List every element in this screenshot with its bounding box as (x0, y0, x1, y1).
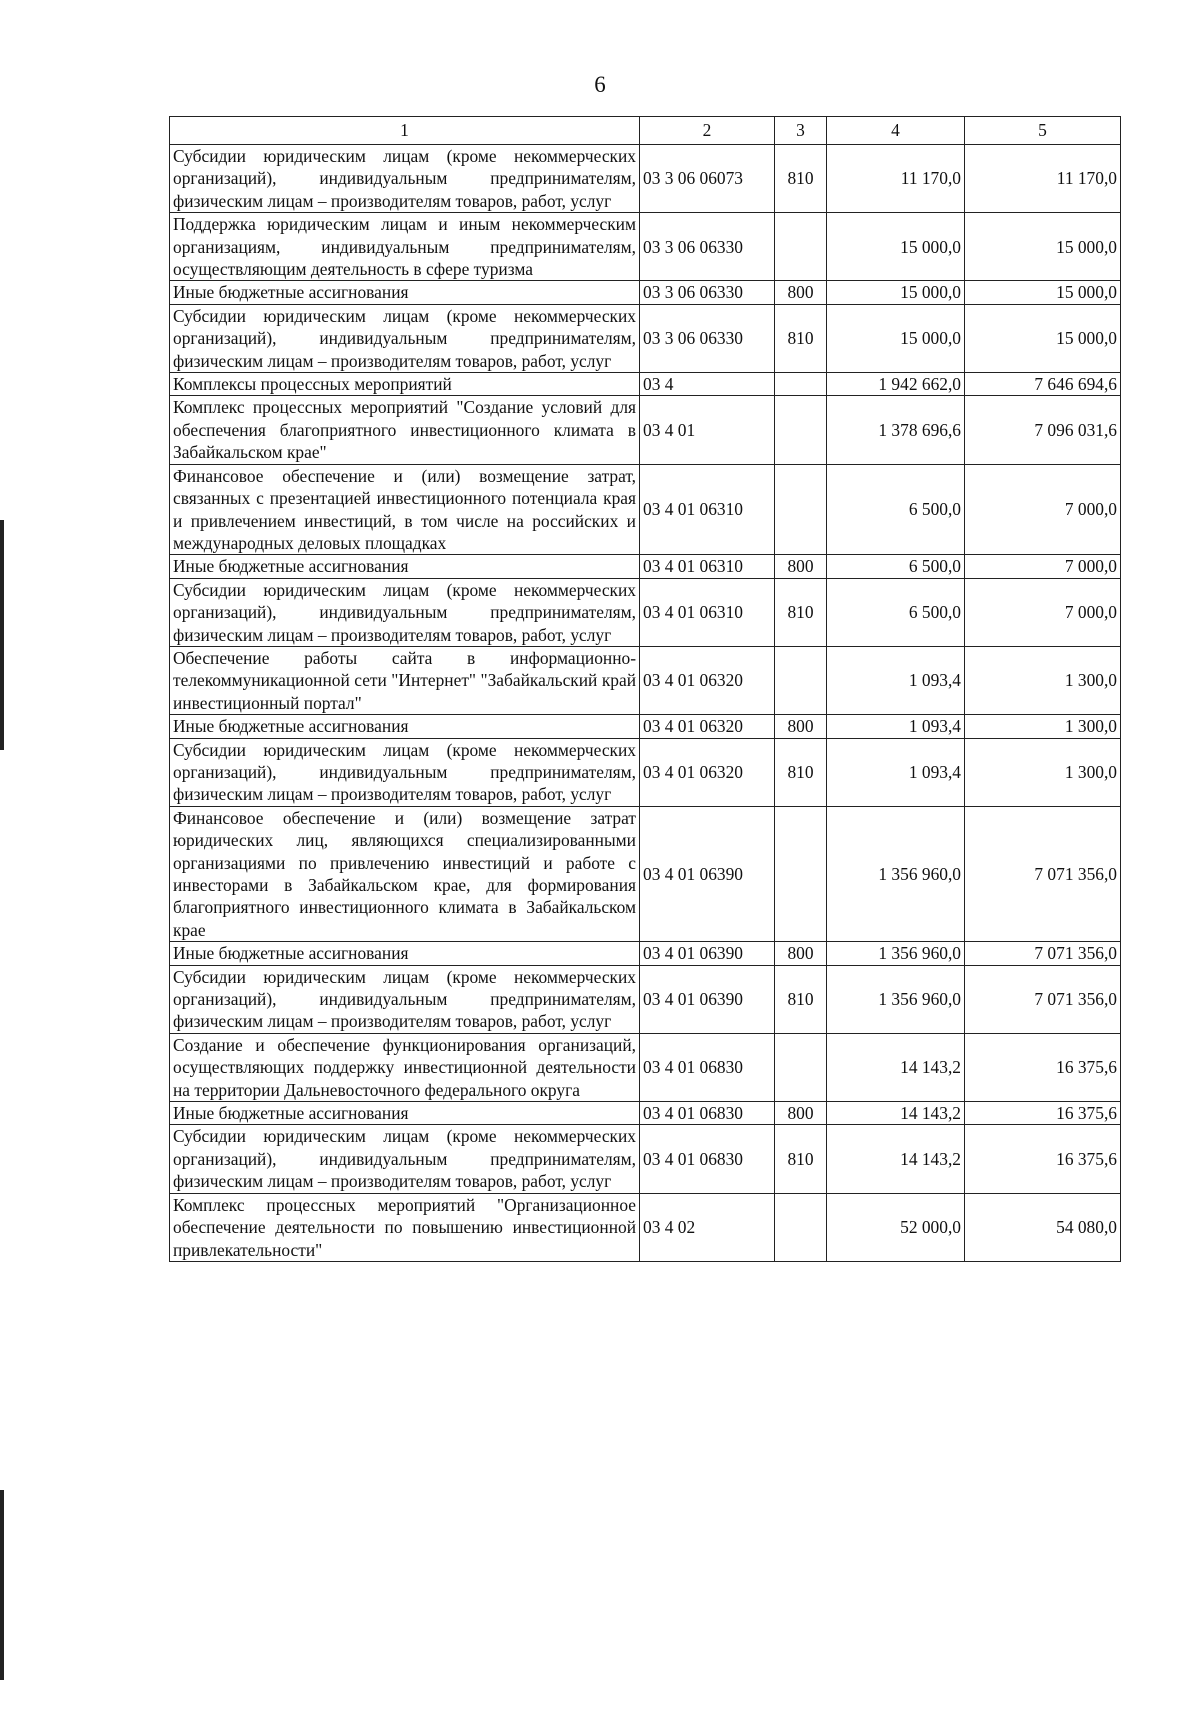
row-code-cell: 03 4 01 06320 (640, 646, 775, 714)
row-expense-type-cell (775, 1033, 827, 1101)
row-amount-year1-cell: 1 093,4 (827, 738, 965, 806)
row-expense-type-cell: 800 (775, 715, 827, 738)
row-amount-year1-cell: 52 000,0 (827, 1193, 965, 1261)
column-header-2: 2 (640, 117, 775, 145)
row-expense-type-cell: 800 (775, 1102, 827, 1125)
row-expense-type-cell: 810 (775, 965, 827, 1033)
table-row (170, 1102, 1121, 1125)
row-name-cell: Поддержка юридическим лицам и иным некоммерческим организациям, индивидуальным предпринимателям, осуществляющим деятельность в сфере туризма (170, 213, 640, 281)
table-row (170, 646, 1121, 714)
column-header-3: 3 (775, 117, 827, 145)
row-amount-year1-cell: 1 356 960,0 (827, 965, 965, 1033)
header-row (170, 117, 1121, 145)
table-row (170, 281, 1121, 304)
row-expense-type-cell (775, 396, 827, 464)
row-name-cell: Комплекс процессных мероприятий "Организационное обеспечение деятельности по повышению инвестиционной привлекательности" (170, 1193, 640, 1261)
row-amount-year1-cell: 1 942 662,0 (827, 373, 965, 396)
table-row (170, 464, 1121, 555)
row-code-cell: 03 4 01 (640, 396, 775, 464)
row-amount-year1-cell: 1 356 960,0 (827, 942, 965, 965)
row-code-cell: 03 3 06 06073 (640, 145, 775, 213)
row-amount-year1-cell: 1 356 960,0 (827, 806, 965, 941)
row-code-cell: 03 4 01 06830 (640, 1102, 775, 1125)
row-amount-year2-cell: 7 071 356,0 (965, 942, 1121, 965)
row-name-cell: Иные бюджетные ассигнования (170, 942, 640, 965)
row-code-cell: 03 3 06 06330 (640, 213, 775, 281)
table-row (170, 555, 1121, 578)
row-amount-year1-cell: 1 093,4 (827, 646, 965, 714)
row-amount-year2-cell: 7 646 694,6 (965, 373, 1121, 396)
row-amount-year2-cell: 15 000,0 (965, 304, 1121, 372)
page-number: 6 (594, 72, 606, 97)
table-row (170, 942, 1121, 965)
row-code-cell: 03 4 01 06320 (640, 738, 775, 806)
row-name-cell: Комплекс процессных мероприятий "Создание условий для обеспечения благоприятного инвестиционного климата в Забайкальском крае" (170, 396, 640, 464)
row-code-cell: 03 4 (640, 373, 775, 396)
row-expense-type-cell (775, 806, 827, 941)
scan-margin-mark (0, 1490, 4, 1680)
table-row (170, 373, 1121, 396)
row-amount-year1-cell: 6 500,0 (827, 464, 965, 555)
row-name-cell: Иные бюджетные ассигнования (170, 555, 640, 578)
row-expense-type-cell (775, 1193, 827, 1261)
row-name-cell: Иные бюджетные ассигнования (170, 715, 640, 738)
row-expense-type-cell: 800 (775, 555, 827, 578)
row-code-cell: 03 4 01 06830 (640, 1033, 775, 1101)
table-row (170, 578, 1121, 646)
row-amount-year1-cell: 14 143,2 (827, 1125, 965, 1193)
row-expense-type-cell: 810 (775, 738, 827, 806)
row-name-cell: Субсидии юридическим лицам (кроме некоммерческих организаций), индивидуальным предпринимателям, физическим лицам – производителям товаров, работ, услуг (170, 738, 640, 806)
table-row (170, 965, 1121, 1033)
table-row (170, 1193, 1121, 1261)
row-name-cell: Финансовое обеспечение и (или) возмещение затрат, связанных с презентацией инвестиционного потенциала края и привлечением инвестиций, в том числе на российских и международных деловых площадках (170, 464, 640, 555)
table-row (170, 213, 1121, 281)
row-name-cell: Финансовое обеспечение и (или) возмещение затрат юридических лиц, являющихся специализированными организациями по привлечению инвестиций и работе с инвесторами в Забайкальском крае, для формирования благоприятного инвестиционного климата в Забайкальском крае (170, 806, 640, 941)
row-name-cell: Субсидии юридическим лицам (кроме некоммерческих организаций), индивидуальным предпринимателям, физическим лицам – производителям товаров, работ, услуг (170, 1125, 640, 1193)
row-amount-year1-cell: 15 000,0 (827, 213, 965, 281)
row-amount-year2-cell: 15 000,0 (965, 281, 1121, 304)
row-code-cell: 03 4 01 06320 (640, 715, 775, 738)
row-expense-type-cell: 810 (775, 1125, 827, 1193)
row-name-cell: Субсидии юридическим лицам (кроме некоммерческих организаций), индивидуальным предпринимателям, физическим лицам – производителям товаров, работ, услуг (170, 965, 640, 1033)
table-row (170, 806, 1121, 941)
row-amount-year2-cell: 15 000,0 (965, 213, 1121, 281)
row-amount-year2-cell: 54 080,0 (965, 1193, 1121, 1261)
row-expense-type-cell: 810 (775, 145, 827, 213)
row-amount-year2-cell: 16 375,6 (965, 1125, 1121, 1193)
row-amount-year2-cell: 7 071 356,0 (965, 806, 1121, 941)
row-code-cell: 03 4 01 06390 (640, 806, 775, 941)
row-name-cell: Иные бюджетные ассигнования (170, 1102, 640, 1125)
row-amount-year2-cell: 7 000,0 (965, 464, 1121, 555)
row-amount-year1-cell: 1 378 696,6 (827, 396, 965, 464)
row-expense-type-cell: 810 (775, 578, 827, 646)
table-row (170, 738, 1121, 806)
row-name-cell: Создание и обеспечение функционирования организаций, осуществляющих поддержку инвестиционной деятельности на территории Дальневосточного федерального округа (170, 1033, 640, 1101)
row-amount-year1-cell: 15 000,0 (827, 281, 965, 304)
table-row (170, 715, 1121, 738)
row-code-cell: 03 4 01 06830 (640, 1125, 775, 1193)
row-code-cell: 03 4 01 06310 (640, 578, 775, 646)
row-name-cell: Комплексы процессных мероприятий (170, 373, 640, 396)
row-amount-year2-cell: 7 096 031,6 (965, 396, 1121, 464)
row-code-cell: 03 3 06 06330 (640, 281, 775, 304)
row-amount-year1-cell: 11 170,0 (827, 145, 965, 213)
scan-margin-mark (0, 520, 4, 750)
table-row (170, 304, 1121, 372)
row-expense-type-cell (775, 464, 827, 555)
row-amount-year1-cell: 15 000,0 (827, 304, 965, 372)
column-header-5: 5 (965, 117, 1121, 145)
row-amount-year1-cell: 1 093,4 (827, 715, 965, 738)
row-amount-year2-cell: 1 300,0 (965, 715, 1121, 738)
row-amount-year2-cell: 1 300,0 (965, 646, 1121, 714)
row-name-cell: Субсидии юридическим лицам (кроме некоммерческих организаций), индивидуальным предпринимателям, физическим лицам – производителям товаров, работ, услуг (170, 578, 640, 646)
row-name-cell: Субсидии юридическим лицам (кроме некоммерческих организаций), индивидуальным предпринимателям, физическим лицам – производителям товаров, работ, услуг (170, 304, 640, 372)
row-amount-year2-cell: 7 071 356,0 (965, 965, 1121, 1033)
row-expense-type-cell (775, 373, 827, 396)
row-code-cell: 03 4 01 06390 (640, 942, 775, 965)
row-code-cell: 03 4 01 06310 (640, 464, 775, 555)
table-row (170, 1033, 1121, 1101)
table-row (170, 396, 1121, 464)
row-name-cell: Иные бюджетные ассигнования (170, 281, 640, 304)
row-amount-year2-cell: 1 300,0 (965, 738, 1121, 806)
row-amount-year2-cell: 11 170,0 (965, 145, 1121, 213)
budget-table (169, 116, 1121, 1262)
row-amount-year2-cell: 16 375,6 (965, 1102, 1121, 1125)
row-amount-year1-cell: 14 143,2 (827, 1102, 965, 1125)
row-amount-year2-cell: 16 375,6 (965, 1033, 1121, 1101)
row-expense-type-cell: 800 (775, 281, 827, 304)
row-amount-year1-cell: 6 500,0 (827, 578, 965, 646)
row-code-cell: 03 3 06 06330 (640, 304, 775, 372)
column-header-1: 1 (170, 117, 640, 145)
row-amount-year1-cell: 14 143,2 (827, 1033, 965, 1101)
row-code-cell: 03 4 02 (640, 1193, 775, 1261)
table-row (170, 145, 1121, 213)
row-expense-type-cell (775, 213, 827, 281)
row-amount-year1-cell: 6 500,0 (827, 555, 965, 578)
row-expense-type-cell: 810 (775, 304, 827, 372)
row-code-cell: 03 4 01 06390 (640, 965, 775, 1033)
row-expense-type-cell (775, 646, 827, 714)
row-name-cell: Обеспечение работы сайта в информационно-телекоммуникационной сети "Интернет" "Забайкальский край инвестиционный портал" (170, 646, 640, 714)
table-row (170, 1125, 1121, 1193)
column-header-4: 4 (827, 117, 965, 145)
row-amount-year2-cell: 7 000,0 (965, 555, 1121, 578)
row-name-cell: Субсидии юридическим лицам (кроме некоммерческих организаций), индивидуальным предпринимателям, физическим лицам – производителям товаров, работ, услуг (170, 145, 640, 213)
row-code-cell: 03 4 01 06310 (640, 555, 775, 578)
row-expense-type-cell: 800 (775, 942, 827, 965)
row-amount-year2-cell: 7 000,0 (965, 578, 1121, 646)
